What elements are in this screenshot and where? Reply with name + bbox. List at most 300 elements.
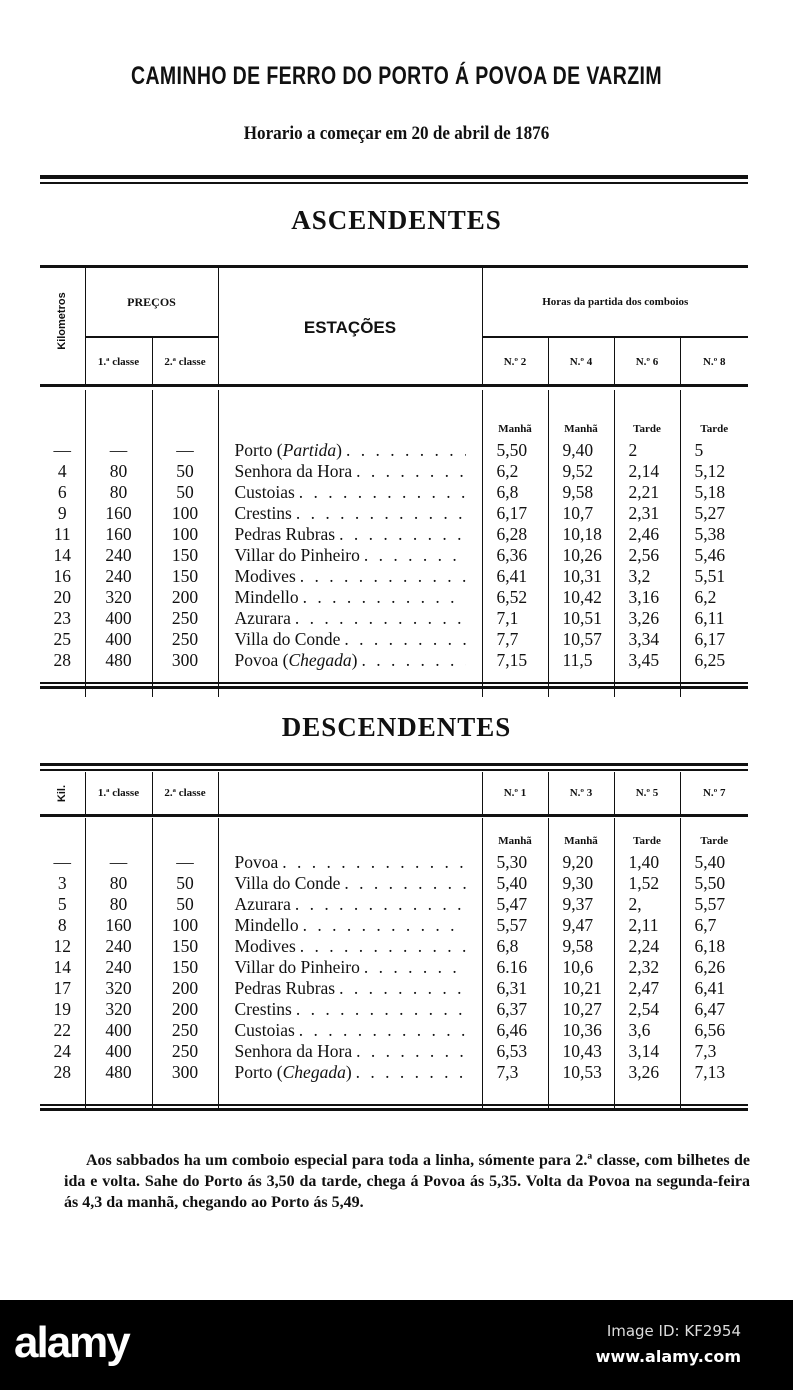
empty-cell	[152, 671, 218, 697]
departure-time-cell: 7,15	[482, 650, 548, 671]
leader-dots	[292, 999, 466, 1020]
watermark-url: www.alamy.com	[595, 1347, 741, 1366]
station-label: Crestins	[234, 999, 292, 1019]
departure-time-cell: 10,27	[548, 999, 614, 1020]
price-class2-cell: 150	[152, 936, 218, 957]
column-header-km: Kilometros	[55, 291, 68, 350]
column-header-train: N.º 8	[680, 337, 748, 386]
price-class1-cell: 160	[85, 503, 152, 524]
price-class2-cell: 50	[152, 873, 218, 894]
departure-time-cell: 1,52	[614, 873, 680, 894]
price-class1-cell: 80	[85, 461, 152, 482]
km-cell: —	[53, 440, 71, 460]
station-label: Modives	[234, 566, 296, 586]
km-cell: 16	[53, 566, 71, 586]
departure-time-cell: 6,25	[680, 650, 748, 671]
departure-time-cell: 3,2	[614, 566, 680, 587]
empty-cell	[85, 671, 152, 697]
station-label: Modives	[234, 936, 296, 956]
price-class1-cell: 80	[85, 482, 152, 503]
station-name	[235, 999, 482, 1020]
price-class2-cell: 150	[152, 566, 218, 587]
departure-time-cell: 9,40	[548, 440, 614, 461]
departure-time-cell: 6,36	[482, 545, 548, 566]
price-class2-cell: 250	[152, 629, 218, 650]
empty-cell	[482, 671, 548, 697]
station-label: Villar do Pinheiro	[234, 545, 360, 565]
km-cell: 23	[53, 608, 71, 628]
km-cell: 8	[57, 915, 67, 935]
station-label: Villa do Conde	[234, 629, 341, 649]
price-class2-cell: 150	[152, 957, 218, 978]
departure-time-cell: 5,47	[482, 894, 548, 915]
leader-dots	[295, 1020, 466, 1041]
departure-time-cell: 7,3	[482, 1062, 548, 1083]
section-heading-ascendentes: ASCENDENTES	[291, 205, 502, 235]
departure-time-cell: 3,26	[614, 1062, 680, 1083]
station-cell	[218, 936, 482, 957]
ascendentes-header	[40, 268, 748, 386]
leader-dots	[335, 524, 465, 545]
leader-dots	[352, 461, 465, 482]
departure-time-cell: 2,	[614, 894, 680, 915]
km-cell: 22	[53, 1020, 71, 1040]
station-cell	[218, 650, 482, 671]
divider	[40, 1104, 748, 1106]
station-name	[235, 503, 482, 524]
km-cell: 28	[53, 650, 71, 670]
station-name	[235, 650, 482, 671]
leader-dots	[357, 650, 465, 671]
station-name	[235, 957, 482, 978]
column-header-train: N.º 5	[614, 772, 680, 814]
departure-time-cell: 6,31	[482, 978, 548, 999]
column-header-train: N.º 6	[614, 337, 680, 386]
empty-cell	[152, 818, 218, 852]
leader-dots	[360, 545, 466, 566]
divider	[40, 182, 748, 184]
station-label: Villar do Pinheiro	[234, 957, 360, 977]
price-class1-cell: 400	[85, 1041, 152, 1062]
station-label: Povoa	[234, 852, 279, 872]
price-class2-cell: 200	[152, 999, 218, 1020]
station-name	[235, 978, 482, 999]
departure-time-cell: 9,20	[548, 852, 614, 873]
period-label: Tarde	[614, 390, 680, 440]
station-name	[235, 587, 482, 608]
price-class1-cell: 160	[85, 915, 152, 936]
station-cell	[218, 545, 482, 566]
period-label: Tarde	[614, 818, 680, 852]
departure-time-cell: 6,17	[680, 629, 748, 650]
price-class1-cell: 480	[85, 650, 152, 671]
leader-dots	[352, 1041, 465, 1062]
table-row	[40, 999, 748, 1020]
station-name	[235, 482, 482, 503]
column-header-precos: PREÇOS	[85, 268, 218, 337]
departure-time-cell: 9,58	[548, 482, 614, 503]
departure-time-cell: 10,42	[548, 587, 614, 608]
table-row	[40, 524, 748, 545]
column-header-train: N.º 1	[482, 772, 548, 814]
departure-time-cell: 2,56	[614, 545, 680, 566]
departure-time-cell: 3,14	[614, 1041, 680, 1062]
leader-dots	[295, 482, 466, 503]
station-label: Custoias	[234, 482, 295, 502]
departure-time-cell: 10,51	[548, 608, 614, 629]
station-cell	[218, 503, 482, 524]
station-name	[235, 524, 482, 545]
departure-time-cell: 10,6	[548, 957, 614, 978]
km-cell: 12	[53, 936, 71, 956]
table-row	[40, 482, 748, 503]
column-header-km: Kil.	[55, 784, 68, 802]
station-label: Senhora da Hora	[234, 461, 353, 481]
departure-time-cell: 5,51	[680, 566, 748, 587]
price-class1-cell: 480	[85, 1062, 152, 1083]
station-cell	[218, 440, 482, 461]
station-cell	[218, 999, 482, 1020]
period-label: Manhã	[482, 390, 548, 440]
km-cell: —	[53, 852, 71, 872]
departure-time-cell: 2,24	[614, 936, 680, 957]
departure-time-cell: 6,41	[680, 978, 748, 999]
image-id: Image ID: KF2954	[606, 1322, 741, 1340]
table-row	[40, 936, 748, 957]
station-label: Porto (Partida)	[234, 440, 342, 460]
column-header-class1: 1.ª classe	[85, 337, 152, 386]
price-class1-cell: 400	[85, 1020, 152, 1041]
empty-cell	[218, 671, 482, 697]
empty-cell	[85, 818, 152, 852]
divider	[40, 175, 748, 179]
price-class1-cell: 80	[85, 894, 152, 915]
column-header-estacoes: ESTAÇÕES	[218, 268, 482, 386]
station-name	[235, 629, 482, 650]
departure-time-cell: 10,43	[548, 1041, 614, 1062]
station-cell	[218, 957, 482, 978]
km-cell: 4	[57, 461, 67, 481]
departure-time-cell: 6,28	[482, 524, 548, 545]
station-cell	[218, 1020, 482, 1041]
station-cell	[218, 461, 482, 482]
km-cell: 19	[53, 999, 71, 1019]
departure-time-cell: 3,16	[614, 587, 680, 608]
departure-time-cell: 3,26	[614, 608, 680, 629]
divider	[40, 1108, 748, 1111]
departure-time-cell: 6,47	[680, 999, 748, 1020]
station-name	[235, 1020, 482, 1041]
divider	[40, 686, 748, 689]
station-note: Partida	[282, 440, 337, 460]
table-row	[40, 566, 748, 587]
column-header-train: N.º 3	[548, 772, 614, 814]
leader-dots	[299, 587, 466, 608]
price-class2-cell: 200	[152, 978, 218, 999]
column-header-class2: 2.ª classe	[152, 337, 218, 386]
leader-dots	[299, 915, 466, 936]
departure-time-cell: 2,14	[614, 461, 680, 482]
station-label: Azurara	[234, 608, 291, 628]
table-row	[40, 852, 748, 873]
price-class2-cell: 250	[152, 608, 218, 629]
divider	[40, 769, 748, 771]
leader-dots	[296, 936, 466, 957]
departure-time-cell: 9,37	[548, 894, 614, 915]
station-name	[235, 894, 482, 915]
station-cell	[218, 608, 482, 629]
station-label: Pedras Rubras	[234, 524, 336, 544]
station-name	[235, 440, 482, 461]
empty-cell	[680, 671, 748, 697]
departure-time-cell: 6,18	[680, 936, 748, 957]
leader-dots	[360, 957, 466, 978]
departure-time-cell: 9,52	[548, 461, 614, 482]
station-name	[235, 461, 482, 482]
period-row	[40, 818, 748, 852]
station-label: Villa do Conde	[234, 873, 341, 893]
station-cell	[218, 1062, 482, 1083]
departure-time-cell: 10,31	[548, 566, 614, 587]
departure-time-cell: 6,53	[482, 1041, 548, 1062]
footnote: Aos sabbados ha um comboio especial para toda a linha, sómente para 2.ª classe, com bilhetes de ida e volta. Sahe do Porto ás 3,50 da tarde, chega á Povoa ás 5,35. Volta da Povoa na segunda-feira ás 4,3 da manhã, chegando ao Porto ás 5,49.	[64, 1152, 750, 1211]
station-name	[235, 852, 482, 873]
departure-time-cell: 9,58	[548, 936, 614, 957]
empty-cell	[614, 671, 680, 697]
price-class1-cell: 160	[85, 524, 152, 545]
column-header-horas: Horas da partida dos comboios	[482, 268, 748, 337]
table-row	[40, 608, 748, 629]
departure-time-cell: 6.16	[482, 957, 548, 978]
station-name	[235, 915, 482, 936]
ascendentes-table	[40, 390, 748, 697]
empty-cell	[85, 390, 152, 440]
station-name	[235, 873, 482, 894]
price-class1-cell: 400	[85, 608, 152, 629]
period-label: Manhã	[548, 818, 614, 852]
departure-time-cell: 7,7	[482, 629, 548, 650]
table-row	[40, 915, 748, 936]
empty-cell	[218, 390, 482, 440]
table-row	[40, 873, 748, 894]
leader-dots	[291, 894, 466, 915]
station-label: Pedras Rubras	[234, 978, 336, 998]
station-name	[235, 566, 482, 587]
price-class2-cell: 200	[152, 587, 218, 608]
spacer-row	[40, 671, 748, 697]
departure-time-cell: 3,6	[614, 1020, 680, 1041]
period-label: Tarde	[680, 818, 748, 852]
station-cell	[218, 482, 482, 503]
departure-time-cell: 2	[614, 440, 680, 461]
price-class1-cell: 240	[85, 545, 152, 566]
period-label: Manhã	[548, 390, 614, 440]
departure-time-cell: 2,54	[614, 999, 680, 1020]
price-class1-cell: —	[85, 440, 152, 461]
price-class1-cell: 80	[85, 873, 152, 894]
departure-time-cell: 7,3	[680, 1041, 748, 1062]
departure-time-cell: 1,40	[614, 852, 680, 873]
km-cell: 17	[53, 978, 71, 998]
station-name	[235, 1041, 482, 1062]
station-cell	[218, 873, 482, 894]
station-cell	[218, 978, 482, 999]
departure-time-cell: 9,30	[548, 873, 614, 894]
departure-time-cell: 5	[680, 440, 748, 461]
departure-time-cell: 6,7	[680, 915, 748, 936]
departure-time-cell: 6,8	[482, 482, 548, 503]
station-label: Crestins	[234, 503, 292, 523]
price-class1-cell: 240	[85, 936, 152, 957]
empty-cell	[40, 671, 85, 697]
departure-time-cell: 10,26	[548, 545, 614, 566]
station-label: Azurara	[234, 894, 291, 914]
table-row	[40, 894, 748, 915]
departure-time-cell: 2,31	[614, 503, 680, 524]
station-label: Porto (Chegada)	[234, 1062, 352, 1082]
departure-time-cell: 10,21	[548, 978, 614, 999]
price-class1-cell: 320	[85, 999, 152, 1020]
column-header-class2: 2.ª classe	[152, 772, 218, 814]
departure-time-cell: 10,18	[548, 524, 614, 545]
departure-time-cell: 5,40	[680, 852, 748, 873]
departure-time-cell: 5,57	[482, 915, 548, 936]
price-class1-cell: 320	[85, 587, 152, 608]
table-row	[40, 650, 748, 671]
departure-time-cell: 6,52	[482, 587, 548, 608]
departure-time-cell: 6,8	[482, 936, 548, 957]
station-cell	[218, 915, 482, 936]
departure-time-cell: 3,34	[614, 629, 680, 650]
price-class2-cell: 300	[152, 650, 218, 671]
km-cell: 14	[53, 957, 71, 977]
table-row	[40, 1041, 748, 1062]
column-header-train: N.º 4	[548, 337, 614, 386]
price-class2-cell: —	[152, 852, 218, 873]
price-class1-cell: 320	[85, 978, 152, 999]
departure-time-cell: 5,12	[680, 461, 748, 482]
leader-dots	[292, 503, 466, 524]
departure-time-cell: 6,46	[482, 1020, 548, 1041]
station-note: Chegada	[288, 650, 352, 670]
period-label: Tarde	[680, 390, 748, 440]
descendentes-table	[40, 818, 748, 1109]
departure-time-cell: 6,17	[482, 503, 548, 524]
station-cell	[218, 1041, 482, 1062]
price-class2-cell: 100	[152, 524, 218, 545]
departure-time-cell: 5,27	[680, 503, 748, 524]
station-label: Mindello	[234, 587, 299, 607]
departure-time-cell: 6,26	[680, 957, 748, 978]
leader-dots	[340, 629, 465, 650]
km-cell: 11	[53, 524, 71, 544]
empty-cell	[548, 671, 614, 697]
station-label: Custoias	[234, 1020, 295, 1040]
leader-dots	[296, 566, 466, 587]
departure-time-cell: 2,47	[614, 978, 680, 999]
leader-dots	[278, 852, 465, 873]
station-cell	[218, 524, 482, 545]
empty-cell	[40, 818, 85, 852]
table-row	[40, 440, 748, 461]
table-row	[40, 1020, 748, 1041]
leader-dots	[340, 873, 465, 894]
column-header-train: N.º 7	[680, 772, 748, 814]
km-cell: 6	[57, 482, 67, 502]
column-header-class1: 1.ª classe	[85, 772, 152, 814]
station-cell	[218, 587, 482, 608]
km-cell: 28	[53, 1062, 71, 1082]
departure-time-cell: 6,41	[482, 566, 548, 587]
departure-time-cell: 7,13	[680, 1062, 748, 1083]
station-name	[235, 1062, 482, 1083]
departure-time-cell: 5,18	[680, 482, 748, 503]
table-row	[40, 978, 748, 999]
departure-time-cell: 5,50	[482, 440, 548, 461]
table-row	[40, 503, 748, 524]
departure-time-cell: 6,56	[680, 1020, 748, 1041]
km-cell: 9	[57, 503, 67, 523]
station-name	[235, 545, 482, 566]
table-row	[40, 587, 748, 608]
station-label: Senhora da Hora	[234, 1041, 353, 1061]
departure-time-cell: 2,11	[614, 915, 680, 936]
period-label: Manhã	[482, 818, 548, 852]
divider	[40, 763, 748, 766]
station-label: Povoa (Chegada)	[234, 650, 358, 670]
station-cell	[218, 894, 482, 915]
station-note: Chegada	[282, 1062, 346, 1082]
departure-time-cell: 6,11	[680, 608, 748, 629]
document-subtitle: Horario a começar em 20 de abril de 1876	[243, 123, 550, 144]
alamy-logo: alamy	[14, 1318, 129, 1367]
price-class1-cell: 240	[85, 566, 152, 587]
divider	[40, 682, 748, 684]
leader-dots	[342, 440, 466, 461]
departure-time-cell: 5,38	[680, 524, 748, 545]
column-header-train: N.º 2	[482, 337, 548, 386]
station-name	[235, 936, 482, 957]
price-class2-cell: 50	[152, 482, 218, 503]
watermark-bar	[0, 1300, 793, 1390]
leader-dots	[352, 1062, 466, 1083]
price-class2-cell: 100	[152, 503, 218, 524]
descendentes-header	[40, 772, 748, 814]
price-class2-cell: 50	[152, 461, 218, 482]
empty-cell	[40, 390, 85, 440]
departure-time-cell: 10,53	[548, 1062, 614, 1083]
departure-time-cell: 6,37	[482, 999, 548, 1020]
section-heading-descendentes: DESCENDENTES	[281, 712, 512, 742]
divider	[40, 814, 748, 817]
price-class1-cell: —	[85, 852, 152, 873]
price-class1-cell: 240	[85, 957, 152, 978]
departure-time-cell: 6,2	[680, 587, 748, 608]
km-cell: 14	[53, 545, 71, 565]
departure-time-cell: 11,5	[548, 650, 614, 671]
price-class2-cell: 150	[152, 545, 218, 566]
table-row	[40, 545, 748, 566]
km-cell: 20	[53, 587, 71, 607]
departure-time-cell: 2,21	[614, 482, 680, 503]
empty-cell	[152, 390, 218, 440]
empty-cell	[218, 818, 482, 852]
departure-time-cell: 10,36	[548, 1020, 614, 1041]
document-title: CAMINHO DE FERRO DO PORTO Á POVOA DE VARZIM	[130, 62, 663, 90]
departure-time-cell: 10,57	[548, 629, 614, 650]
price-class2-cell: 300	[152, 1062, 218, 1083]
station-cell	[218, 566, 482, 587]
